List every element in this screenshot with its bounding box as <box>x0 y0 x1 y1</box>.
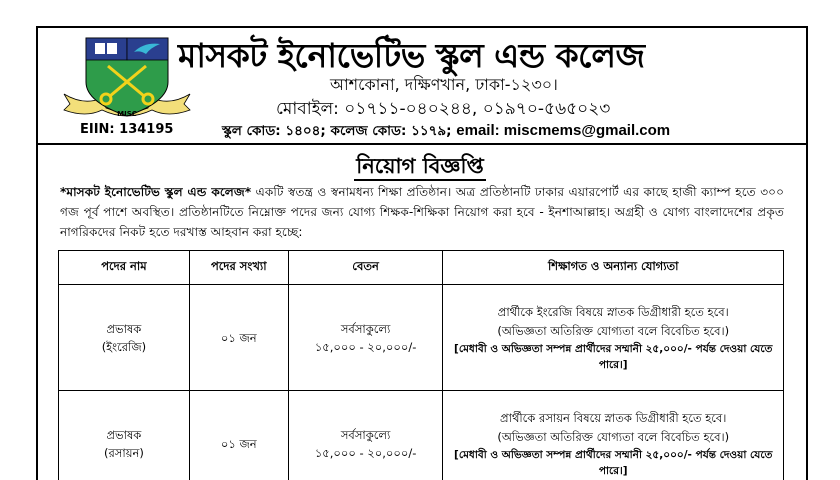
table-row <box>59 391 784 480</box>
qualification-line: প্রার্থীকে রসায়ন বিষয়ে স্নাতক ডিগ্রীধারী হতে হবে। <box>500 410 727 425</box>
notice-title <box>0 150 840 185</box>
salary-label: সর্বসাকুল্যে <box>340 427 391 442</box>
salary-cell <box>288 285 443 391</box>
post-cell <box>59 285 190 391</box>
count-cell: ০১ জন <box>189 391 288 480</box>
vacancy-table <box>58 250 784 480</box>
salary-label: সর্বসাকুল্যে <box>340 321 391 336</box>
salary-cell <box>288 391 443 480</box>
post-title: প্রভাষক <box>106 427 142 442</box>
table-row <box>59 285 784 391</box>
salary-range: ১৫,০০০ - ২০,০০০/- <box>314 445 417 460</box>
qualification-note: [মেধাবী ও অভিজ্ঞতা সম্পন্ন প্রার্থীদের সম্মানী ২৫,০০০/- পর্যন্ত দেওয়া যেতে পারে।] <box>454 448 773 477</box>
header-post-count: পদের সংখ্যা <box>189 251 288 285</box>
header-salary: বেতন <box>288 251 443 285</box>
school-college-codes: স্কুল কোড: ১৪০৪; কলেজ কোড: ১১৭৯; <box>222 123 452 139</box>
eiin-number: EIIN: 134195 <box>80 122 174 137</box>
qualification-line: প্রার্থীকে ইংরেজি বিষয়ে স্নাতক ডিগ্রীধারী হতে হবে। <box>497 304 729 319</box>
institution-address: আশকোনা, দক্ষিণখান, ঢাকা-১২৩০। <box>330 75 558 94</box>
institution-codes <box>222 120 670 143</box>
qualification-experience: (অভিজ্ঞতা অতিরিক্ত যোগ্যতা বলে বিবেচিত হবে।) <box>497 323 730 338</box>
qualification-experience: (অভিজ্ঞতা অতিরিক্ত যোগ্যতা বলে বিবেচিত হবে।) <box>497 429 730 444</box>
header-divider <box>36 143 808 145</box>
notice-title-text: নিয়োগ বিজ্ঞপ্তি <box>354 153 486 181</box>
institution-email: email: miscmems@gmail.com <box>456 122 671 139</box>
post-cell <box>59 391 190 480</box>
institution-phone: মোবাইল: ০১৭১১-০৪০২৪৪, ০১৯৭০-৫৬৫০২৩ <box>276 99 611 119</box>
qualification-note: [মেধাবী ও অভিজ্ঞতা সম্পন্ন প্রার্থীদের সম্মানী ২৫,০০০/- পর্যন্ত দেওয়া যেতে পারে।] <box>454 342 773 371</box>
salary-range: ১৫,০০০ - ২০,০০০/- <box>314 339 417 354</box>
school-logo <box>62 36 192 122</box>
count-cell: ০১ জন <box>189 285 288 391</box>
notice-intro <box>60 182 784 242</box>
intro-institution-name: *মাসকট ইনোভেটিভ স্কুল এন্ড কলেজ* <box>60 185 252 199</box>
post-subject: (রসায়ন) <box>103 445 144 460</box>
header-post-name: পদের নাম <box>59 251 190 285</box>
institution-name: মাসকট ইনোভেটিভ স্কুল এন্ড কলেজ <box>178 36 645 75</box>
qualification-cell <box>443 285 784 391</box>
logo-text: MISC <box>117 110 137 118</box>
post-title: প্রভাষক <box>106 321 142 336</box>
intro-text: একটি স্বতন্ত্র ও স্বনামধন্য শিক্ষা প্রতিষ্ঠান। অত্র প্রতিষ্ঠানটি ঢাকার এয়ারপোর্ট এর কাছে হাজী ক্যাম্প হতে ৩০০ গজ পূর্ব পাশে অবস্থিত। প্রতিষ্ঠানটিতে নিম্নোক্ত পদের জন্য যোগ্য শিক্ষক-শিক্ষিকা নিয়োগ করা হবে - ইনশাআল্লাহ। অগ্রহী ও যোগ্য বাংলাদেশের প্রকৃত নাগরিকদের নিকট হতে দরখাস্ত আহবান করা হচ্ছে: <box>60 185 784 239</box>
qualification-cell <box>443 391 784 480</box>
logo-book-panel <box>86 38 127 60</box>
post-subject: (ইংরেজি) <box>101 339 147 354</box>
header-qualification: শিক্ষাগত ও অন্যান্য যোগ্যতা <box>443 251 784 285</box>
table-header-row <box>59 251 784 285</box>
